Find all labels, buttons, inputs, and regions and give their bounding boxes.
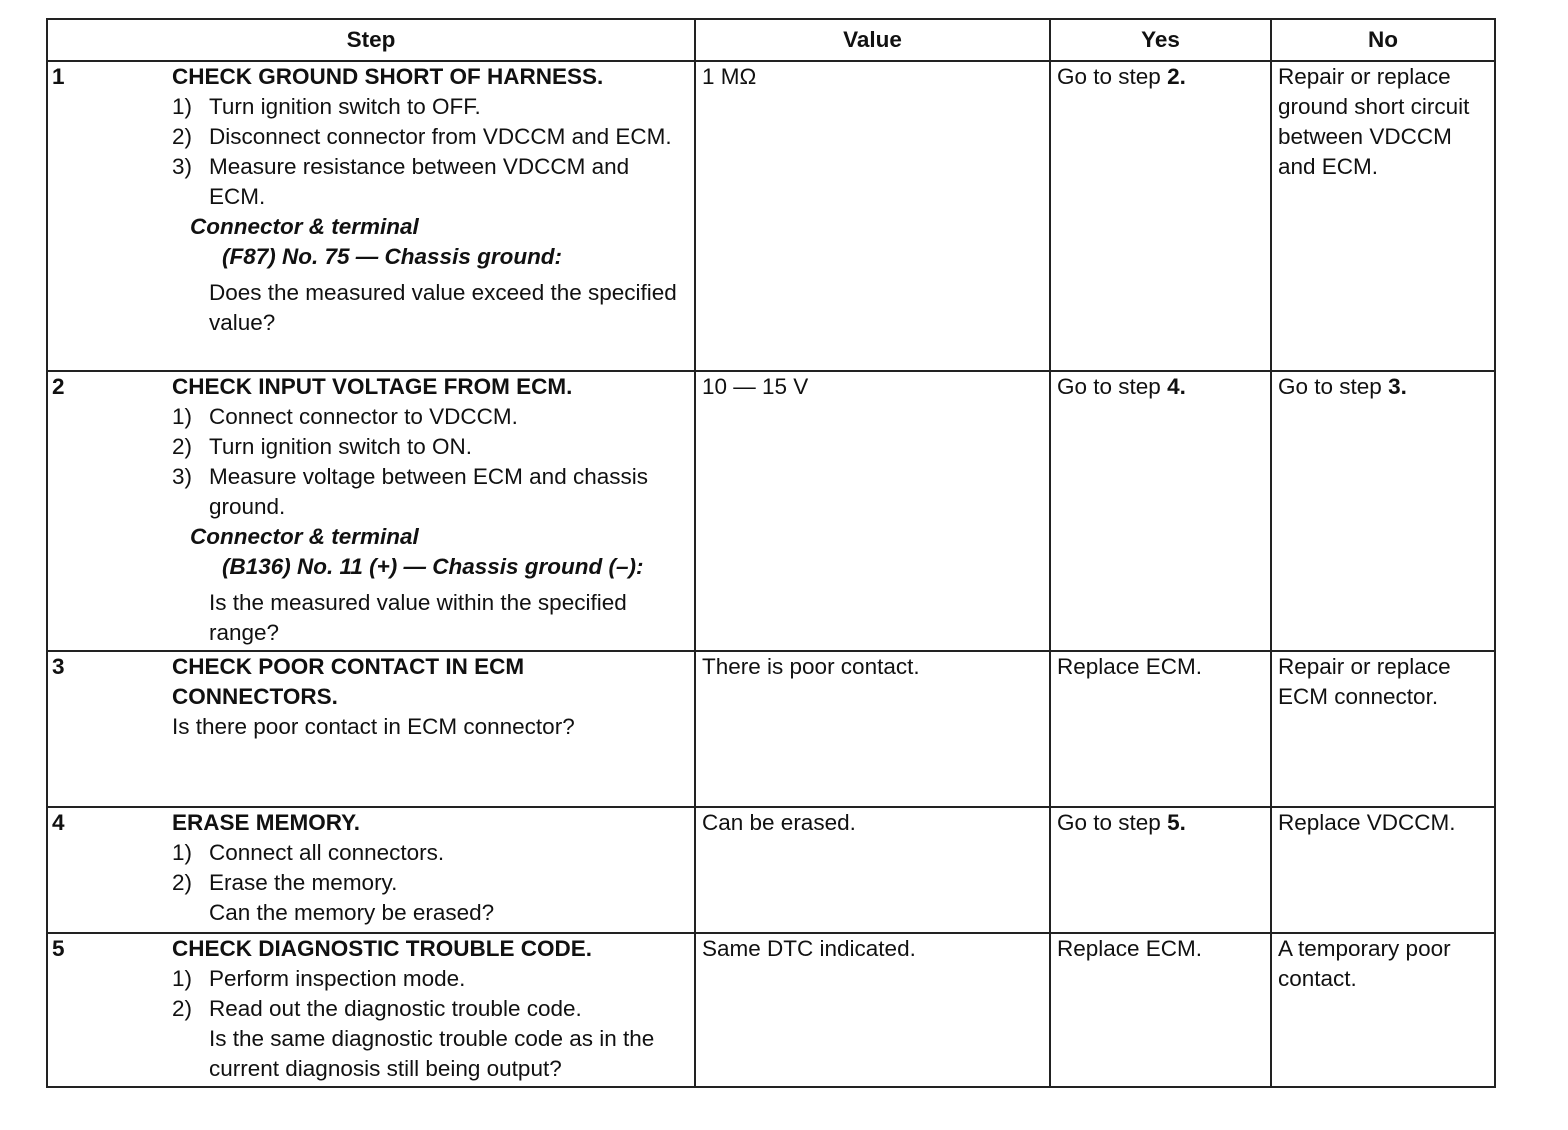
- step-cell: [47, 651, 695, 807]
- substep: 1) Perform inspection mode.: [172, 966, 466, 991]
- header-yes: Yes: [1050, 19, 1271, 61]
- value-cell: There is poor contact.: [695, 651, 1050, 807]
- substep: 3) Measure resistance between VDCCM and ECM.: [172, 154, 630, 209]
- yes-cell: Go to step 4.: [1050, 371, 1271, 651]
- step-cell: [47, 61, 695, 371]
- connector-value: (B136) No. 11 (+) — Chassis ground (–):: [222, 554, 644, 579]
- step-number: 5: [52, 936, 65, 961]
- connector-value: (F87) No. 75 — Chassis ground:: [222, 244, 563, 269]
- step-title: CHECK GROUND SHORT OF HARNESS.: [172, 64, 604, 89]
- header-value: Value: [695, 19, 1050, 61]
- yes-cell: Replace ECM.: [1050, 651, 1271, 807]
- value-cell: Same DTC indicated.: [695, 933, 1050, 1087]
- step-cell: [47, 371, 695, 651]
- no-cell: Repair or replace ground short circuit between VDCCM and ECM.: [1271, 61, 1495, 371]
- step-number: 3: [52, 654, 65, 679]
- substep: 2) Erase the memory.: [172, 870, 398, 895]
- substep: 1) Turn ignition switch to OFF.: [172, 94, 481, 119]
- yes-cell: Replace ECM.: [1050, 933, 1271, 1087]
- substep: 1) Connect connector to VDCCM.: [172, 404, 518, 429]
- no-cell: Go to step 3.: [1271, 371, 1495, 651]
- substep: 2) Disconnect connector from VDCCM and ECM.: [172, 124, 672, 149]
- yes-cell: Go to step 2.: [1050, 61, 1271, 371]
- step-question: Can the memory be erased?: [209, 900, 495, 925]
- substep: 1) Connect all connectors.: [172, 840, 445, 865]
- value-cell: Can be erased.: [695, 807, 1050, 933]
- table-row: [47, 651, 1495, 807]
- step-title: ERASE MEMORY.: [172, 810, 360, 835]
- yes-cell: Go to step 5.: [1050, 807, 1271, 933]
- no-cell: Replace VDCCM.: [1271, 807, 1495, 933]
- table-row: [47, 61, 1495, 371]
- no-cell: A temporary poor contact.: [1271, 933, 1495, 1087]
- step-number: 4: [52, 810, 65, 835]
- step-title: CHECK DIAGNOSTIC TROUBLE CODE.: [172, 936, 593, 961]
- step-question: Is the measured value within the specified range?: [209, 590, 627, 645]
- substep-list: [172, 838, 690, 898]
- step-title: CHECK POOR CONTACT IN ECM CONNECTORS.: [172, 654, 525, 709]
- value-cell: 10 — 15 V: [695, 371, 1050, 651]
- substep: 2) Read out the diagnostic trouble code.: [172, 996, 582, 1021]
- table-row: [47, 371, 1495, 651]
- step-cell: [47, 933, 695, 1087]
- table-row: [47, 807, 1495, 933]
- connector-label: Connector & terminal: [190, 214, 419, 239]
- substep-list: [172, 92, 690, 212]
- step-number: 2: [52, 374, 65, 399]
- step-cell: [47, 807, 695, 933]
- value-cell: 1 MΩ: [695, 61, 1050, 371]
- step-question: Is there poor contact in ECM connector?: [172, 714, 575, 739]
- table-row: [47, 933, 1495, 1087]
- step-question: Does the measured value exceed the specified value?: [209, 280, 677, 335]
- substep: 2) Turn ignition switch to ON.: [172, 434, 473, 459]
- header-step: Step: [47, 19, 695, 61]
- step-title: CHECK INPUT VOLTAGE FROM ECM.: [172, 374, 573, 399]
- header-row: [47, 19, 1495, 61]
- header-no: No: [1271, 19, 1495, 61]
- diagnostic-table: [46, 18, 1496, 1088]
- step-question: Is the same diagnostic trouble code as in the current diagnosis still being output?: [209, 1026, 655, 1081]
- substep-list: [172, 402, 690, 522]
- no-cell: Repair or replace ECM connector.: [1271, 651, 1495, 807]
- step-number: 1: [52, 64, 65, 89]
- substep-list: [172, 964, 690, 1024]
- substep: 3) Measure voltage between ECM and chassis ground.: [172, 464, 648, 519]
- connector-label: Connector & terminal: [190, 524, 419, 549]
